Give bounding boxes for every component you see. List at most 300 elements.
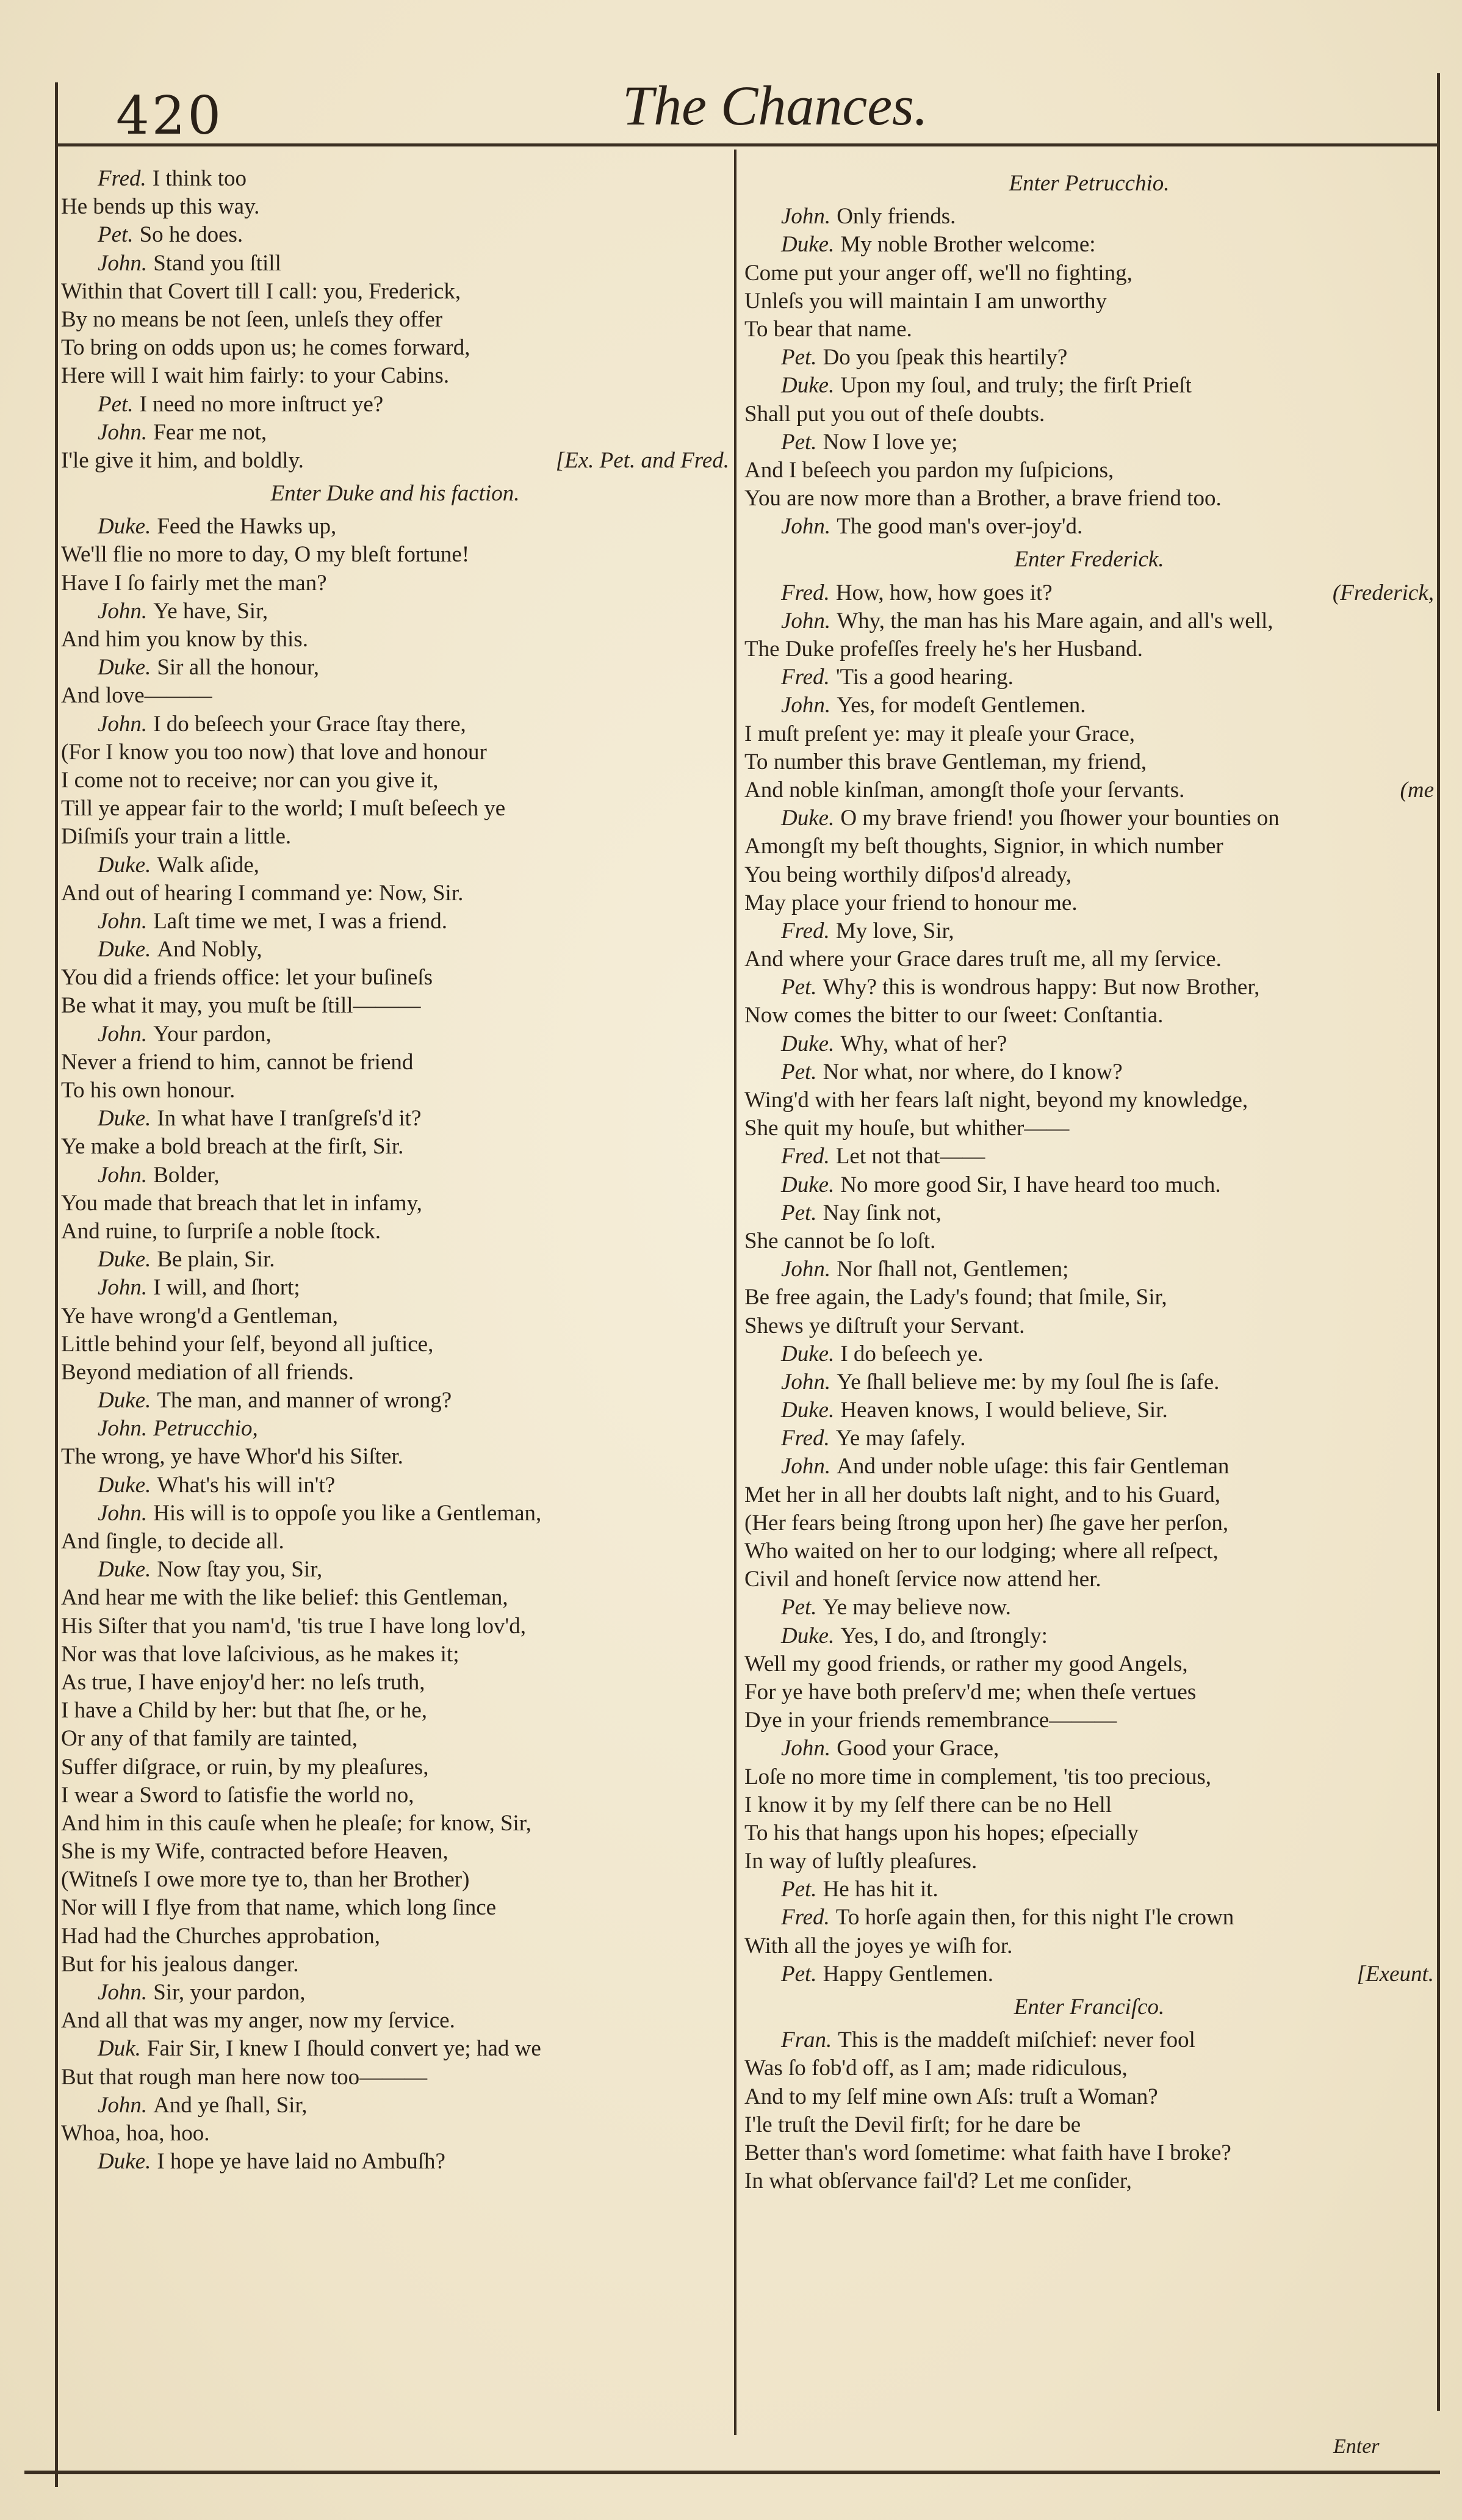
line-text: Yes, I do, and ſtrongly: [840,1623,1048,1648]
verse-line [744,1255,1434,1283]
speaker-name: Pet. [781,1059,817,1085]
line-text: Now I love ye; [823,429,958,455]
verse-line [744,1735,1434,1763]
verse-line [61,1866,729,1894]
line-text: (Witneſs I owe more tye to, than her Brother) [61,1867,470,1893]
verse-line [744,513,1434,541]
verse-line [744,973,1434,1002]
verse-line [744,1763,1434,1791]
verse-line [61,1274,729,1302]
line-text: In what obſervance fail'd? Let me conſider, [744,2168,1132,2194]
verse-line [744,428,1434,457]
verse-line [61,626,729,654]
verse-line [744,344,1434,372]
speaker-name: Duke. [781,806,835,831]
verse-line [744,2139,1434,2167]
speaker-name: John. [781,1454,831,1479]
verse-line [61,193,729,221]
verse-line [61,391,729,419]
margin-note: [Exeunt. [1356,1961,1434,1987]
line-text: Little behind your ſelf, beyond all juſtice, [61,1331,434,1357]
line-text: Sir all the honour, [157,655,320,681]
stage-direction [61,480,729,508]
verse-line [61,738,729,767]
line-text: We'll flie no more to day, O my bleſt fortune! [61,542,470,568]
verse-line [61,2035,729,2063]
verse-line [744,635,1434,663]
speaker-name: Fred. [781,665,830,690]
line-text: And all that was my anger, now my ſervice. [61,2008,455,2034]
verse-line [744,804,1434,832]
line-text: Ye ſhall believe me: by my ſoul ſhe is ſafe. [837,1369,1220,1395]
verse-line [744,1199,1434,1227]
line-text: Nor what, nor where, do I know? [823,1059,1123,1085]
line-text: Nor will I flye from that name, which long ſince [61,1895,497,1921]
verse-line [61,1218,729,1246]
line-text: Be plain, Sir. [157,1247,275,1273]
speaker-name: John. [781,693,831,718]
verse-line [744,1791,1434,1819]
line-text: In what have I tranſgreſs'd it? [157,1106,422,1132]
verse-line [744,1565,1434,1594]
verse-line [744,287,1434,316]
line-text: To his own honour. [61,1078,236,1103]
line-text: This is the maddeſt miſchief: never fool [838,2027,1195,2053]
verse-line [744,1058,1434,1086]
verse-line [744,1086,1434,1114]
verse-line [61,1387,729,1415]
line-text: Yes, for modeſt Gentlemen. [837,693,1086,718]
line-text: Upon my ſoul, and truly; the firſt Prieſt [840,373,1192,399]
speaker-name: Pet. [781,1200,817,1226]
speaker-name: Duke. [781,1031,835,1056]
speaker-name: Fred. [781,1905,830,1930]
line-text: Have I ſo fairly met the man? [61,570,327,596]
line-text: Well my good friends, or rather my good Angels, [744,1651,1188,1677]
verse-line [61,710,729,738]
speaker-name: Duke. [781,1172,835,1197]
line-text: Unleſs you will maintain I am unworthy [744,288,1107,314]
speaker-name: John. [781,1736,831,1761]
verse-line [744,1650,1434,1678]
speaker-name: Duke. [98,1247,151,1273]
line-text: The good man's over-joy'd. [837,514,1083,540]
verse-line [744,457,1434,485]
line-text: His will is to oppoſe you like a Gentleman, [153,1500,542,1526]
line-text: May place your friend to honour me. [744,890,1078,915]
verse-line [744,372,1434,400]
line-text: Ye have, Sir, [153,598,268,624]
verse-line [744,1227,1434,1255]
line-text: And Nobly, [157,937,262,962]
line-text: Nor was that love laſcivious, as he makes it; [61,1641,459,1667]
speaker-name: Duke. [781,373,835,399]
verse-line [744,1030,1434,1058]
verse-line [61,250,729,278]
speaker-name: John. [98,1021,148,1047]
verse-line [61,1810,729,1838]
line-text: I come not to receive; nor can you give it, [61,767,439,793]
line-text: I will, and ſhort; [153,1275,300,1301]
line-text: And hear me with the like belief: this Gentleman, [61,1585,508,1611]
verse-line [61,447,729,475]
verse-line [61,1077,729,1105]
verse-line [61,1415,729,1443]
line-text: Beyond mediation of all friends. [61,1359,354,1385]
line-text: I have a Child by her: but that ſhe, or he, [61,1698,428,1724]
right-text-column [744,165,1434,2195]
verse-line [61,1725,729,1753]
line-text: The wrong, ye have Whor'd his Siſter. [61,1444,403,1470]
verse-line [61,334,729,362]
speaker-name: Fred. [781,1426,830,1451]
verse-line [61,1471,729,1500]
verse-line [61,541,729,569]
line-text: Fear me not, [153,419,267,445]
line-text: To horſe again then, for this night I'le crown [835,1905,1234,1930]
line-text: Laſt time we met, I was a friend. [153,908,448,934]
speaker-name: Duke. [98,937,151,962]
verse-line [744,1678,1434,1706]
verse-line [61,598,729,626]
verse-line [744,861,1434,889]
verse-line [61,221,729,249]
line-text: She quit my houſe, but whither—— [744,1116,1070,1141]
line-text: Petrucchio, [153,1416,258,1442]
verse-line [744,1396,1434,1424]
speaker-name: Pet. [98,391,134,417]
right-border-rule [1437,73,1440,2411]
verse-line [744,1312,1434,1340]
line-text: (Her fears being ſtrong upon her) ſhe gave her perſon, [744,1510,1229,1536]
verse-line [744,485,1434,513]
verse-line [744,203,1434,231]
speaker-name: John. [98,711,148,737]
header-rule [55,143,1440,146]
verse-line [744,1819,1434,1847]
speaker-name: John. [781,1369,831,1395]
line-text: Or any of that family are tainted, [61,1726,358,1752]
verse-line [61,823,729,851]
line-text: Dye in your friends remembrance——— [744,1708,1117,1733]
speaker-name: Pet. [781,345,817,370]
line-text: Who waited on her to our lodging; where all reſpect, [744,1539,1219,1564]
verse-line [744,1340,1434,1368]
speaker-name: Pet. [781,429,817,455]
speaker-name: John. [98,1500,148,1526]
line-text: Walk aſide, [157,852,259,878]
stage-direction-text: Enter Petrucchio. [1009,171,1170,196]
speaker-name: John. [98,1162,148,1188]
verse-line [744,691,1434,720]
verse-line [744,1876,1434,1904]
footer-rule [24,2471,1440,2474]
line-text: I'le give it him, and boldly. [61,447,304,473]
verse-line [61,879,729,908]
verse-line [61,569,729,598]
line-text: He bends up this way. [61,194,260,220]
line-text: I do beſeech ye. [840,1341,984,1367]
verse-line [61,1020,729,1049]
line-text: To bring on odds upon us; he comes forward, [61,335,470,361]
line-text: With all the joyes ye wiſh for. [744,1933,1013,1959]
line-text: (For I know you too now) that love and honour [61,739,487,765]
stage-direction [744,1993,1434,2021]
line-text: Civil and honeſt ſervice now attend her. [744,1567,1101,1592]
verse-line [61,1443,729,1471]
speaker-name: John. [781,1257,831,1282]
line-text: By no means be not ſeen, unleſs they offer [61,306,443,332]
line-text: I wear a Sword to ſatisfie the world no, [61,1782,414,1808]
line-text: I do beſeech your Grace ſtay there, [153,711,466,737]
verse-line [744,1002,1434,1030]
line-text: Nay ſink not, [823,1200,942,1226]
line-text: But that rough man here now too——— [61,2064,428,2090]
speaker-name: Fran. [781,2027,832,2053]
line-text: As true, I have enjoy'd her: no leſs truth, [61,1669,425,1695]
verse-line [744,259,1434,287]
speaker-name: Duke. [98,852,151,878]
verse-line [61,795,729,823]
verse-line [61,1782,729,1810]
speaker-name: Duke. [781,1623,835,1648]
verse-line [61,1330,729,1359]
speaker-name: John. [98,2092,148,2118]
verse-line [744,889,1434,917]
verse-line [744,1932,1434,1960]
verse-line [744,1114,1434,1143]
line-text: And love——— [61,683,212,709]
line-text: She is my Wife, contracted before Heaven, [61,1839,448,1865]
line-text: In way of luſtly pleaſures. [744,1849,978,1874]
line-text: Ye may believe now. [823,1595,1011,1620]
line-text: He has hit it. [823,1877,938,1902]
left-border-rule [55,82,58,2487]
verse-line [61,1697,729,1725]
verse-line [61,1584,729,1612]
verse-line [61,1246,729,1274]
running-title: The Chances. [622,74,928,137]
verse-line [61,992,729,1020]
speaker-name: Pet. [98,222,134,248]
verse-line [744,2054,1434,2082]
line-text: Ye have wrong'd a Gentleman, [61,1303,338,1329]
verse-line [744,2111,1434,2139]
line-text: And where your Grace dares truſt me, all my ſervice. [744,947,1222,972]
line-text: You are now more than a Brother, a brave friend too. [744,486,1222,511]
margin-note: (me [1400,777,1434,803]
speaker-name: John. [98,908,148,934]
line-text: Come put your anger off, we'll no fighting, [744,260,1133,286]
margin-note: (Frederick, [1332,580,1434,605]
line-text: 'Tis a good hearing. [835,665,1014,690]
verse-line [744,1960,1434,1988]
verse-line [744,1706,1434,1735]
line-text: Nor ſhall not, Gentlemen; [837,1257,1069,1282]
speaker-name: Pet. [781,1961,817,1987]
verse-line [61,851,729,879]
verse-line [744,1143,1434,1171]
line-text: And him you know by this. [61,627,308,652]
stage-direction-text: Enter Duke and his faction. [270,481,520,507]
line-text: Fair Sir, I knew I ſhould convert ye; had we [146,2036,541,2062]
speaker-name: John. [781,514,831,540]
verse-line [61,1838,729,1866]
speaker-name: John. [98,419,148,445]
line-text: Ye may ſafely. [835,1426,966,1451]
line-text: The Duke profeſſes freely he's her Husband. [744,637,1143,662]
speaker-name: Duke. [98,1557,151,1583]
verse-line [744,1537,1434,1565]
stage-direction [744,546,1434,574]
speaker-name: Duke. [98,2149,151,2175]
verse-line [61,1669,729,1697]
verse-line [61,1951,729,1979]
verse-line [744,231,1434,259]
line-text: I hope ye have laid no Ambuſh? [157,2149,445,2175]
line-text: And ye ſhall, Sir, [153,2092,308,2118]
line-text: And to my ſelf mine own Aſs: truſt a Woman? [744,2084,1158,2109]
speaker-name: Fred. [781,580,830,605]
line-text: Here will I wait him fairly: to your Cabins. [61,363,450,389]
line-text: Let not that—— [835,1144,985,1169]
line-text: Why, the man has his Mare again, and all's well, [837,608,1273,634]
speaker-name: Pet. [781,1595,817,1620]
verse-line [61,1556,729,1584]
line-text: Happy Gentlemen. [823,1961,994,1987]
verse-line [61,654,729,682]
line-text: Now ſtay you, Sir, [157,1557,323,1583]
line-text: For ye have both preſerv'd me; when theſe vertues [744,1679,1197,1705]
line-text: I muſt preſent ye: may it pleaſe your Grace, [744,721,1136,746]
verse-line [744,2026,1434,2054]
speaker-name: John. [98,598,148,624]
line-text: Wing'd with her fears laſt night, beyond my knowledge, [744,1088,1248,1113]
line-text: Stand you ſtill [153,250,281,276]
speaker-name: John. [781,608,831,634]
line-text: I need no more inſtruct ye? [139,391,384,417]
verse-line [744,1481,1434,1509]
line-text: Till ye appear fair to the world; I muſt beſeech ye [61,796,506,821]
verse-line [61,1979,729,2007]
verse-line [61,278,729,306]
line-text: I know it by my ſelf there can be no Hell [744,1792,1112,1818]
line-text: You made that breach that let in infamy, [61,1190,422,1216]
column-divider-rule [734,150,736,2435]
speaker-name: Pet. [781,1877,817,1902]
line-text: Whoa, hoa, hoo. [61,2120,210,2146]
verse-line [61,2120,729,2148]
line-text: Sir, your pardon, [153,1980,306,2005]
line-text: And ſingle, to decide all. [61,1529,284,1554]
verse-line [744,917,1434,945]
line-text: And him in this cauſe when he pleaſe; for know, Sir, [61,1810,531,1836]
verse-line [61,2007,729,2035]
speaker-name: Fred. [781,1144,830,1169]
line-text: She cannot be ſo loſt. [744,1228,936,1254]
line-text: And under noble uſage: this fair Gentleman [837,1454,1230,1479]
line-text: Diſmiſs your train a little. [61,824,292,850]
speaker-name: Pet. [781,975,817,1000]
left-text-column [61,165,729,2176]
line-text: But for his jealous danger. [61,1951,299,1977]
verse-line [744,1424,1434,1453]
verse-line [61,1302,729,1330]
speaker-name: John. [781,204,831,229]
verse-line [61,362,729,390]
verse-line [61,2063,729,2092]
verse-line [744,945,1434,973]
verse-line [744,1453,1434,1481]
line-text: Feed the Hawks up, [157,514,337,540]
verse-line [744,663,1434,691]
line-text: Your pardon, [153,1021,272,1047]
speaker-name: Fred. [781,918,830,944]
speaker-name: John. [98,1275,148,1301]
verse-line [61,2148,729,2176]
line-text: My noble Brother welcome: [840,232,1096,258]
verse-line [744,720,1434,748]
verse-line [744,579,1434,607]
line-text: Be what it may, you muſt be ſtill——— [61,993,421,1019]
line-text: Why, what of her? [840,1031,1007,1056]
verse-line [61,165,729,193]
verse-line [744,1283,1434,1312]
line-text: The man, and manner of wrong? [157,1388,452,1413]
line-text: To number this brave Gentleman, my friend, [744,749,1147,774]
verse-line [61,1049,729,1077]
line-text: Was ſo fob'd off, as I am; made ridiculous, [744,2056,1128,2081]
line-text: Now comes the bitter to our ſweet: Conſtantia. [744,1003,1164,1028]
speaker-name: Duke. [781,1341,835,1367]
line-text: No more good Sir, I have heard too much. [840,1172,1221,1197]
line-text: Never a friend to him, cannot be friend [61,1049,414,1075]
line-text: My love, Sir, [835,918,954,944]
verse-line [61,908,729,936]
line-text: To bear that name. [744,316,912,342]
verse-line [61,682,729,710]
verse-line [744,607,1434,635]
line-text: Why? this is wondrous happy: But now Brother, [823,975,1260,1000]
line-text: What's his will in't? [157,1472,336,1498]
verse-line [61,513,729,541]
line-text: How, how, how goes it? [835,580,1053,605]
line-text: I think too [152,166,247,191]
line-text: I'le truſt the Devil firſt; for he dare be [744,2112,1081,2137]
verse-line [61,1612,729,1641]
verse-line [61,767,729,795]
verse-line [61,1161,729,1190]
verse-line [744,832,1434,861]
verse-line [61,2092,729,2120]
line-text: Heaven knows, I would believe, Sir. [840,1398,1168,1423]
line-text: So he does. [139,222,243,248]
verse-line [61,419,729,447]
verse-line [744,1171,1434,1199]
page-number: 420 [116,85,224,146]
verse-line [61,1528,729,1556]
verse-line [61,1500,729,1528]
verse-line [61,1190,729,1218]
line-text: Shall put you out of theſe doubts. [744,401,1045,427]
line-text: Amongſt my beſt thoughts, Signior, in which number [744,834,1223,859]
verse-line [744,1904,1434,1932]
verse-line [61,1133,729,1161]
line-text: You being worthily diſpos'd already, [744,862,1071,887]
line-text: Good your Grace, [837,1736,999,1761]
line-text: Do you ſpeak this heartily? [823,345,1068,370]
verse-line [61,1894,729,1922]
